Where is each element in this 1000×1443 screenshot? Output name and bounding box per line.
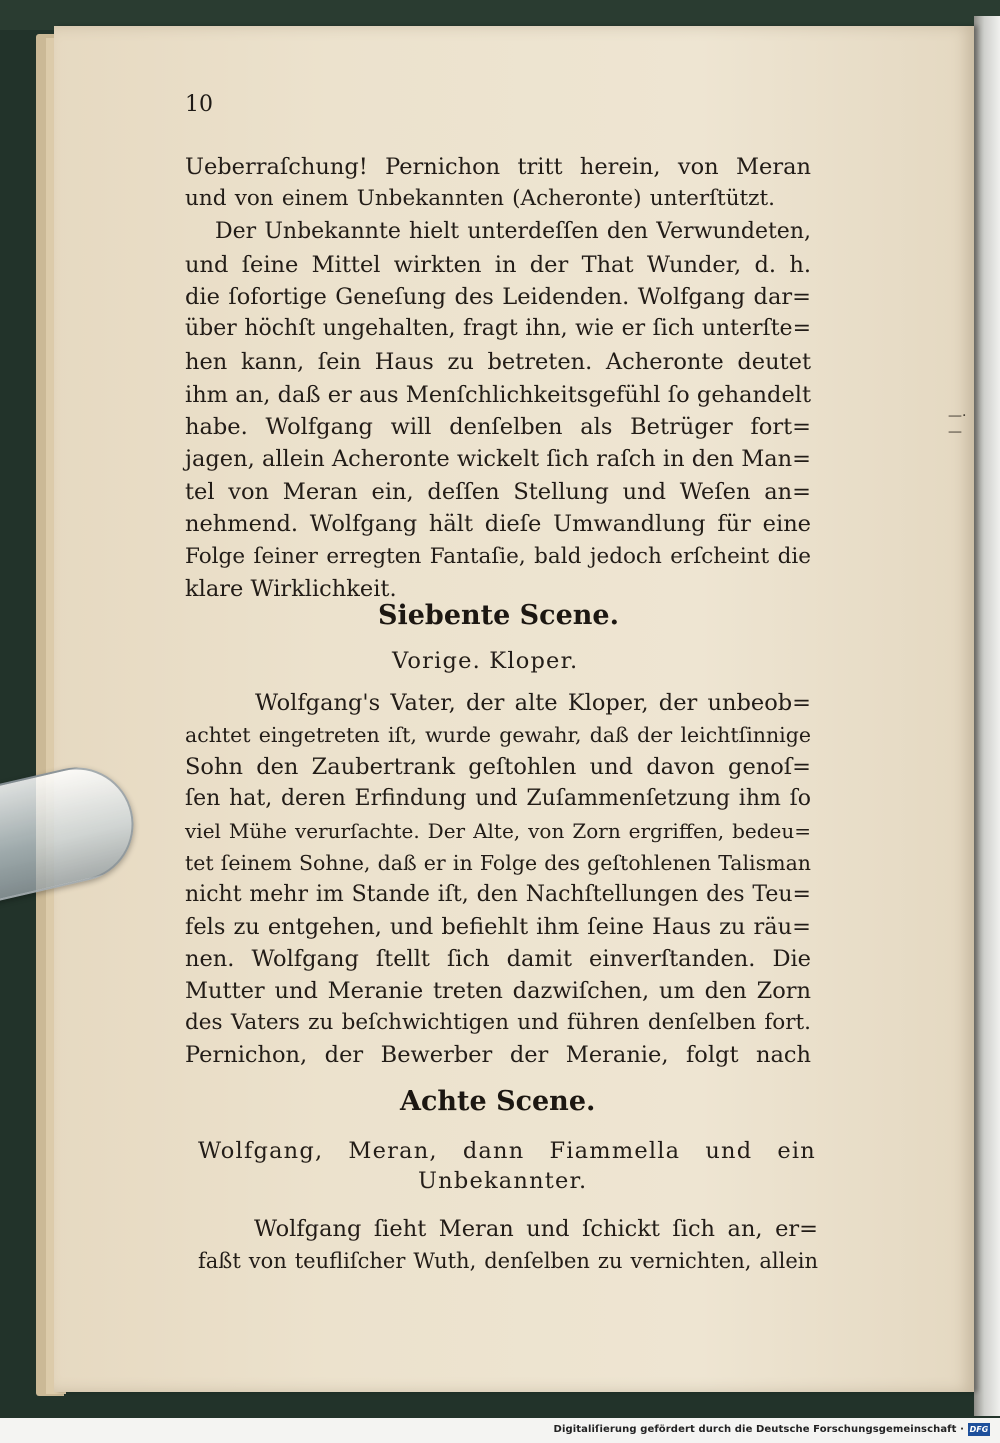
text-line: über höchſt ungehalten, fragt ihn, wie er ſich unterſte= [185, 316, 811, 341]
text-line: viel Mühe verurſachte. Der Alte, von Zorn ergriffen, bedeu= [185, 819, 811, 843]
text-line: achtet eingetreten iſt, wurde gewahr, daß der leichtſinnige [185, 723, 811, 747]
text-line: hen kann, ſein Haus zu betreten. Acheronte deutet [185, 349, 811, 375]
scene-heading-7: Siebente Scene. [378, 600, 619, 631]
text-line: ſen hat, deren Erfindung und Zuſammenſetzung ihm ſo [185, 786, 811, 811]
text-line: und ſeine Mittel wirkten in der That Wunder, d. h. [185, 252, 811, 278]
text-line: faßt von teufliſcher Wuth, denſelben zu vernichten, allein [198, 1249, 818, 1273]
text-line: habe. Wolfgang will denſelben als Betrüger fort= [185, 414, 811, 440]
text-line: die ſofortige Geneſung des Leidenden. Wolfgang dar= [185, 284, 811, 310]
text-line: nehmend. Wolfgang hält dieſe Umwandlung für eine [185, 511, 811, 537]
text-line: Folge ſeiner erregten Fantaſie, bald jedoch erſcheint die [185, 544, 811, 569]
dfg-logo: DFG [969, 1425, 989, 1434]
scan-border-right [974, 16, 1000, 1416]
text-line: klare Wirklichkeit. [185, 576, 397, 602]
scene-cast-7: Vorige. Kloper. [392, 648, 579, 674]
digitization-credit: Digitaliſierung gefördert durch die Deutsche Forschungsgemeinschaft · [553, 1424, 964, 1435]
text-line: Wolfgang ſieht Meran und ſchickt ſich an, er= [254, 1216, 818, 1242]
text-line: Mutter und Meranie treten dazwiſchen, um den Zorn [185, 978, 811, 1004]
text-line: tel von Meran ein, deſſen Stellung und Weſen an= [185, 479, 811, 505]
text-line: nen. Wolfgang ſtellt ſich damit einverſtanden. Die [185, 946, 811, 972]
text-line: und von einem Unbekannten (Acheronte) unterſtützt. [185, 186, 775, 211]
scene-cast-8-line1: Wolfgang, Meran, dann Fiammella und ein [198, 1138, 816, 1164]
text-line: Der Unbekannte hielt unterdeſſen den Verwundeten, [215, 219, 811, 244]
scene-cast-8-line2: Unbekannter. [418, 1168, 588, 1194]
text-line: Sohn den Zaubertrank geſtohlen und davon genoſ= [185, 754, 811, 780]
text-line: Pernichon, der Bewerber der Meranie, folgt nach [185, 1042, 811, 1068]
scene-heading-8: Achte Scene. [400, 1086, 596, 1117]
text-line: jagen, allein Acheronte wickelt ſich raſch in den Man= [185, 446, 811, 472]
margin-mark: —·— [948, 408, 967, 440]
text-line: nicht mehr im Stande iſt, den Nachſtellungen des Teu= [185, 882, 811, 907]
text-line: fels zu entgehen, und befiehlt ihm ſeine Haus zu räu= [185, 914, 811, 940]
text-line: Wolfgang's Vater, der alte Kloper, der unbeob= [255, 690, 811, 716]
text-line: tet ſeinem Sohne, daß er in Folge des geſtohlenen Talisman [185, 851, 811, 875]
page-number: 10 [185, 92, 213, 117]
text-line: des Vaters zu beſchwichtigen und führen denſelben fort. [185, 1010, 811, 1035]
text-line: ihm an, daß er aus Menſchlichkeitsgefühl ſo gehandelt [185, 382, 811, 408]
text-line: Ueberraſchung! Pernichon tritt herein, von Meran [185, 154, 811, 180]
